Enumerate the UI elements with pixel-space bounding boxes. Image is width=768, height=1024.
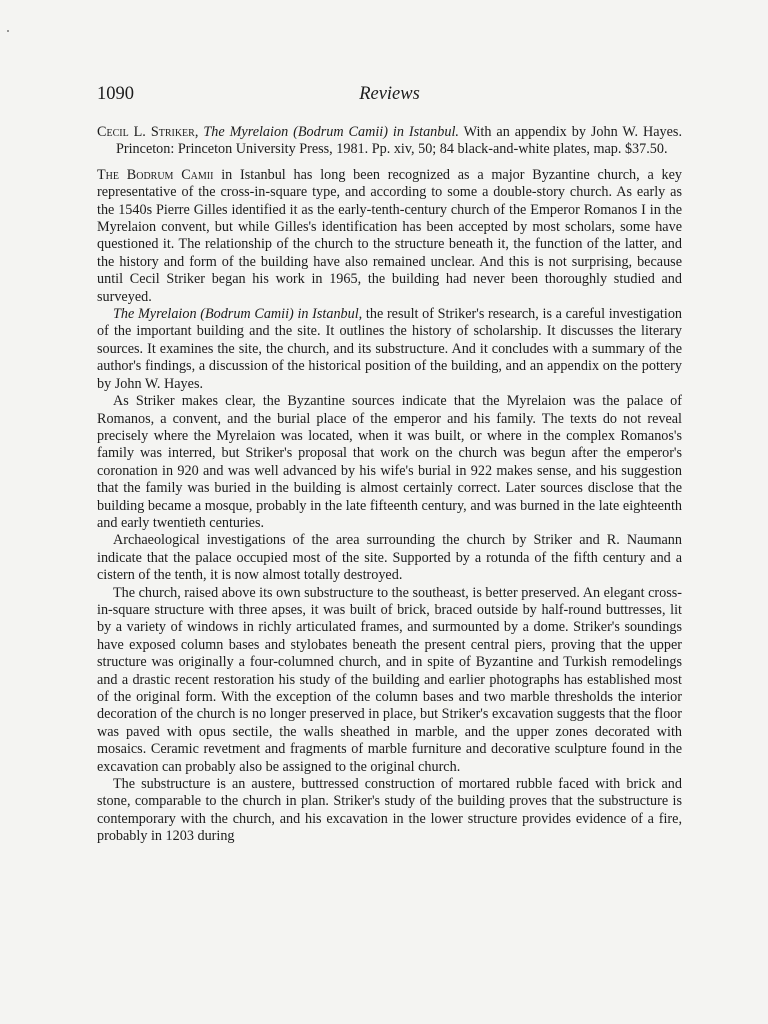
citation-details: With an appendix by John W. Hayes. Princeton: Princeton University Press, 1981. Pp. xiv, 50; 84 black-and-white plates, map. $37.50. (116, 124, 682, 158)
paragraph-5: The church, raised above its own substructure to the southeast, is better preserved. An elegant cross-in-square structure with three apses, it was built of brick, braced outside by half-round buttresses, lit by a variety of windows in richly articulated frames, and surmounted by a dome. Striker's soundings have exposed column bases and stylobates beneath the present central piers, proving that the upper structure was originally a four-columned church, and in spite of Byzantine and Turkish remodelings and a drastic recent restoration his study of the building and earlier photographs has established most of the original form. With the exception of the column bases and two marble thresholds the interior decoration of the church is no longer preserved in place, but Striker's excavation suggests that the floor was paved with opus sectile, the walls sheathed in marble, and the upper zones decorated with mosaics. Ceramic revetment and fragments of marble furniture and decorative sculpture found in the excavation can probably also be assigned to the original church. (97, 584, 682, 775)
citation-author: Cecil L. Striker, (97, 124, 199, 140)
review-body (97, 167, 682, 846)
book-citation (97, 124, 682, 159)
paragraph-2-text: the result of Striker's research, is a careful investigation of the important building and the site. It outlines the history of scholarship. It discusses the literary sources. It examines the site, the church, and its substructure. And it concludes with a summary of the author's findings, a discussion of the historical position of the building, and an appendix on the pottery by John W. Hayes. (97, 306, 683, 392)
paragraph-2-book-title: The Myrelaion (Bodrum Camii) in Istanbul, (113, 306, 363, 323)
paragraph-3: As Striker makes clear, the Byzantine sources indicate that the Myrelaion was the palace of Romanos, a convent, and the burial place of the emperor and his family. The texts do not reveal precisely where the Myrelaion was located, when it was built, or where in the complex Romanos's family was interred, but Striker's proposal that work on the church was begun after the emperor's coronation in 920 and was well advanced by his wife's burial in 922 makes sense, and his suggestion that the family was buried in the building is almost certainly correct. Later sources disclose that the building became a mosque, probably in the late fifteenth century, and was burned in the late eighteenth and early twentieth centuries. (97, 393, 682, 531)
paragraph-2 (97, 306, 682, 393)
running-head (97, 84, 682, 114)
scan-speck (7, 30, 9, 32)
paragraph-6: The substructure is an austere, buttressed construction of mortared rubble faced with brick and stone, comparable to the church in plan. Striker's study of the building proves that the substructure is contemporary with the church, and his excavation in the lower structure provides evidence of a fire, probably in 1203 during (97, 776, 682, 845)
paragraph-1-lead: The Bodrum Camii (97, 166, 214, 183)
page-number: 1090 (97, 84, 134, 104)
paragraph-4: Archaeological investigations of the area surrounding the church by Striker and R. Naumann indicate that the palace occupied most of the site. Supported by a rotunda of the fifth century and a cistern of the tenth, it is now almost totally destroyed. (97, 532, 682, 584)
citation-title: The Myrelaion (Bodrum Camii) in Istanbul. (203, 124, 459, 140)
paragraph-1-text: in Istanbul has long been recognized as a major Byzantine church, a key representative of the cross-in-square type, and according to some a double-story church. As early as the 1540s Pierre Gilles identified it as the early-tenth-century church of the Emperor Romanos I in the Myrelaion convent, but while Gilles's identification has been accepted by most scholars, some have questioned it. The relationship of the church to the structure beneath it, the function of the latter, and the history and form of the building have also remained unclear. And this is not surprising, because until Cecil Striker began his work in 1965, the building had never been thoroughly studied and surveyed. (97, 166, 682, 305)
paragraph-1 (97, 167, 682, 306)
review-page (97, 84, 682, 846)
section-title: Reviews (359, 84, 420, 104)
